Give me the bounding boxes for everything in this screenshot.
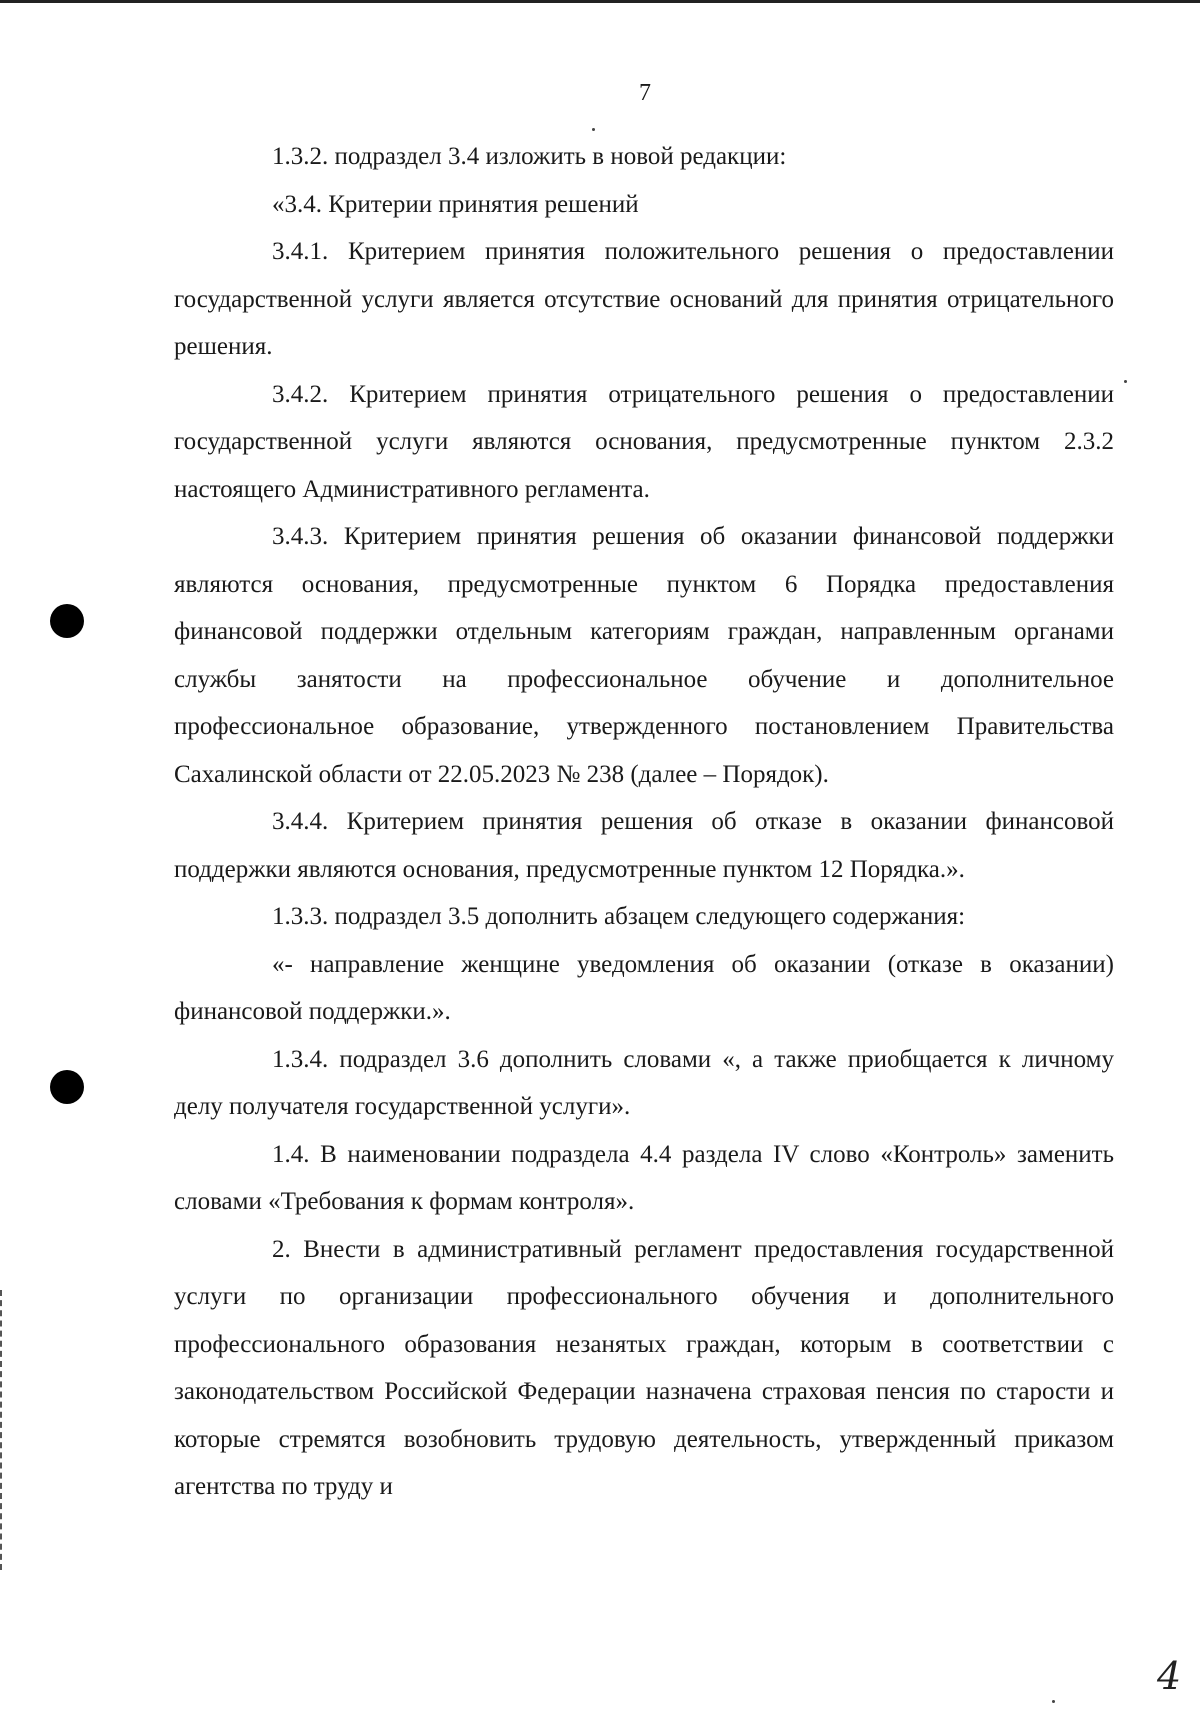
binder-hole-bottom [50, 1070, 84, 1104]
scan-top-border [0, 0, 1200, 3]
scan-speck [592, 128, 595, 131]
scan-speck [1124, 380, 1127, 383]
document-body [174, 133, 1114, 1511]
paragraph-2: 2. Внести в административный регламент предоставления государственной услуги по организации профессионального обучения и дополнительного профессионального образования незанятых граждан, которым в соответствии с законодательством Российской Федерации назначена страховая пенсия по старости и которые стремятся возобновить трудовую деятельность, утвержденный приказом агентства по труду и [174, 1235, 1114, 1500]
scan-margin-marks [0, 1290, 5, 1570]
paragraph-1-3-2: 1.3.2. подраздел 3.4 изложить в новой редакции: [272, 143, 787, 170]
paragraph-1-3-3: 1.3.3. подраздел 3.5 дополнить абзацем следующего содержания: [272, 903, 966, 930]
paragraph-1-3-4: 1.3.4. подраздел 3.6 дополнить словами «, а также приобщается к личному делу получателя государственной услуги». [174, 1045, 1114, 1120]
paragraph-3-4-3: 3.4.3. Критерием принятия решения об оказании финансовой поддержки являются основания, предусмотренные пунктом 6 Порядка предоставления финансовой поддержки отдельным категориям граждан, направленным органами службы занятости на профессиональное обучение и дополнительное профессиональное образование, утвержденного постановлением Правительства Сахалинской области от 22.05.2023 № 238 (далее – Порядок). [174, 523, 1114, 788]
paragraph-3-4-4: 3.4.4. Критерием принятия решения об отказе в оказании финансовой поддержки являются основания, предусмотренные пунктом 12 Порядка.». [174, 808, 1114, 883]
binder-hole-top [50, 604, 84, 638]
handwritten-page-mark: 4 [1157, 1654, 1182, 1698]
paragraph-3-4-heading: «3.4. Критерии принятия решений [272, 190, 639, 218]
paragraph-3-4-1: 3.4.1. Критерием принятия положительного решения о предоставлении государственной услуги является отсутствие оснований для принятия отрицательного решения. [174, 238, 1114, 360]
paragraph-3-4-2: 3.4.2. Критерием принятия отрицательного решения о предоставлении государственной услуги являются основания, предусмотренные пунктом 2.3.2 настоящего Административного регламента. [174, 380, 1114, 503]
paragraph-quote-notification: «- направление женщине уведомления об оказании (отказе в оказании) финансовой поддержки.». [174, 950, 1114, 1025]
page-number: 7 [639, 80, 651, 106]
scan-speck [1052, 1700, 1055, 1703]
paragraph-1-4: 1.4. В наименовании подраздела 4.4 раздела IV слово «Контроль» заменить словами «Требования к формам контроля». [174, 1140, 1114, 1215]
